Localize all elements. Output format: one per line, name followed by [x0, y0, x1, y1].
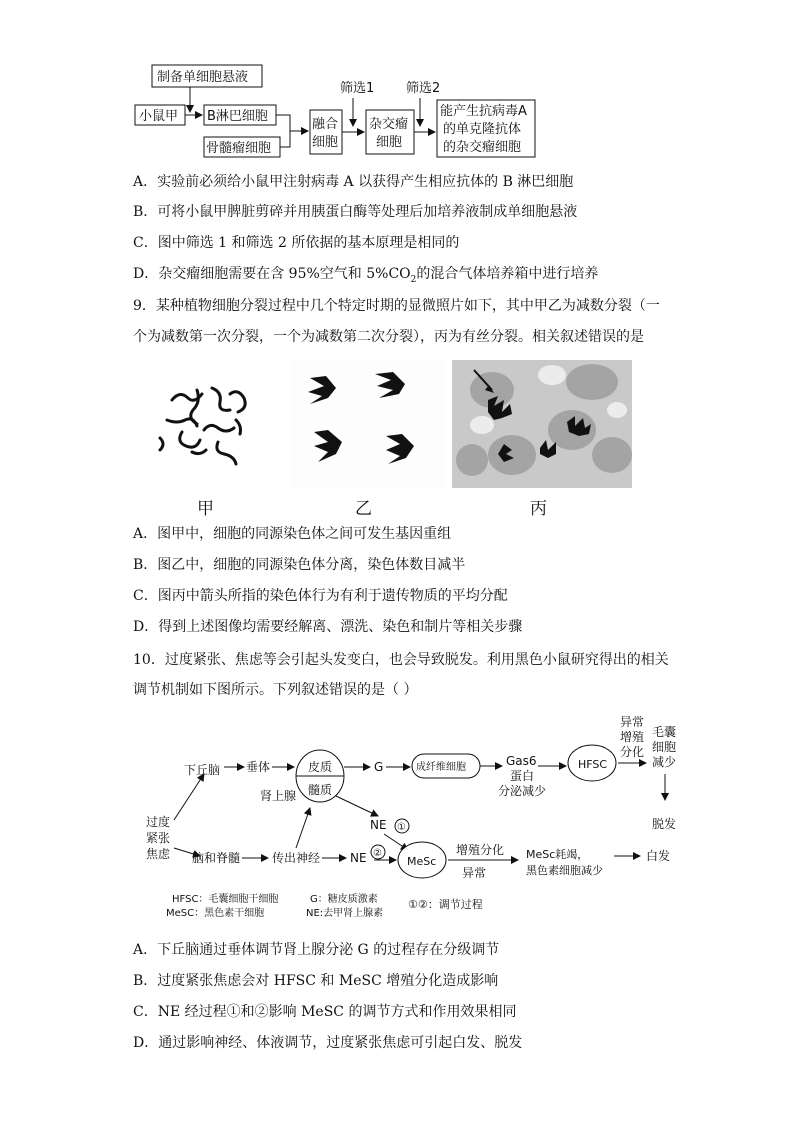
caption-yi: 乙 — [355, 499, 372, 519]
process2-label: ② — [373, 848, 382, 859]
myeloma-label: 骨髓瘤细胞 — [206, 141, 272, 156]
stress-label-1: 过度 — [146, 815, 171, 829]
adrenal-label: 肾上腺 — [260, 789, 297, 803]
screen2-label: 筛选2 — [406, 81, 441, 96]
abnormal-label-1: 异常 — [620, 715, 645, 729]
pituitary-label: 垂体 — [246, 760, 271, 774]
final-label-3: 的杂交瘤细胞 — [443, 140, 522, 155]
micrograph-bing — [452, 360, 632, 488]
q9-option-b: B．图乙中，细胞的同源染色体分离，染色体数目减半 — [133, 557, 466, 573]
white-hair-label: 白发 — [646, 849, 671, 863]
micrograph-jia — [152, 360, 264, 488]
q10-stem-line2: 调节机制如下图所示。下列叙述错误的是（ ） — [133, 682, 418, 698]
q9-option-c: C．图丙中箭头所指的染色体行为有利于遗传物质的平均分配 — [133, 588, 508, 604]
final-label-2: 的单克隆抗体 — [443, 122, 522, 137]
q9-stem-line2: 个为减数第一次分裂，一个为减数第二次分裂），丙为有丝分裂。相关叙述错误的是 — [133, 329, 644, 345]
abnormal-label-2: 增殖 — [620, 730, 645, 744]
gas6-label-2: 蛋白 — [510, 769, 535, 783]
q10-option-d: D．通过影响神经、体液调节，过度紧张焦虑可引起白发、脱发 — [133, 1035, 523, 1051]
gas6-label-1: Gas6 — [506, 754, 537, 768]
follicle-label-1: 毛囊 — [652, 725, 677, 739]
stress-hair-regulation-diagram — [140, 708, 700, 928]
hyb-label-1: 杂交瘤 — [369, 117, 409, 132]
hybridoma-flow-diagram — [130, 60, 550, 160]
caption-bing: 丙 — [530, 499, 547, 519]
efferent-label: 传出神经 — [272, 851, 321, 865]
micrograph-yi — [290, 360, 445, 488]
ne-left-label: NE — [350, 851, 367, 865]
gas6-label-3: 分泌减少 — [498, 784, 547, 798]
medulla-label: 髓质 — [308, 783, 333, 797]
q8-option-c: C．图中筛选 1 和筛选 2 所依据的基本原理是相同的 — [133, 235, 460, 251]
q9-option-d: D．得到上述图像均需要经解离、漂洗、染色和制片等相关步骤 — [133, 619, 523, 635]
fuse-label-1: 融合 — [312, 117, 339, 132]
deplete-label-2: 黑色素细胞减少 — [526, 864, 603, 877]
ne-top-label: NE — [370, 818, 387, 832]
q10-option-a: A．下丘脑通过垂体调节肾上腺分泌 G 的过程存在分级调节 — [133, 942, 500, 958]
caption-jia: 甲 — [197, 499, 214, 519]
q10-option-b: B．过度紧张焦虑会对 HFSC 和 MeSC 增殖分化造成影响 — [133, 973, 499, 989]
abnormal-label-3: 分化 — [620, 745, 645, 759]
follicle-label-2: 细胞 — [652, 740, 677, 754]
bcell-label: B淋巴细胞 — [207, 109, 268, 124]
brain-label: 脑和脊髓 — [192, 851, 241, 865]
screen1-label: 筛选1 — [340, 81, 375, 96]
final-label-1: 能产生抗病毒A — [440, 104, 527, 119]
g-label: G — [374, 760, 384, 774]
q9-stem-line1: 9．某种植物细胞分裂过程中几个特定时期的显微照片如下，其中甲乙为减数分裂（一 — [133, 298, 660, 314]
q8-option-d: D．杂交瘤细胞需要在含 95%空气和 $5\%CO_2$的混合气体培养箱中进行培养 — [133, 266, 599, 285]
prolif-label: 增殖分化 — [456, 843, 505, 857]
q9-option-a: A．图甲中，细胞的同源染色体之间可发生基因重组 — [133, 526, 452, 542]
legend-hfsc: HFSC：毛囊细胞干细胞 — [172, 894, 279, 905]
stress-label-3: 焦虑 — [146, 847, 171, 861]
legend-process: ①②：调节过程 — [408, 898, 483, 911]
follicle-label-3: 减少 — [652, 755, 677, 769]
q8-option-b: B．可将小鼠甲脾脏剪碎并用胰蛋白酶等处理后加培养液制成单细胞悬液 — [133, 204, 578, 220]
process1-label: ① — [397, 822, 406, 833]
fibroblast-label: 成纤维细胞 — [416, 762, 466, 773]
mouse-label: 小鼠甲 — [139, 109, 179, 124]
prep-label: 制备单细胞悬液 — [157, 70, 249, 85]
stress-label-2: 紧张 — [146, 831, 171, 845]
legend-ne: NE:去甲肾上腺素 — [306, 908, 384, 919]
cortex-label: 皮质 — [308, 760, 333, 774]
deplete-label-1: MeSc耗竭， — [526, 848, 589, 861]
legend-g: G：糖皮质激素 — [310, 894, 378, 905]
mesc-label: MeSc — [407, 855, 437, 868]
legend-mesc: MeSC：黑色素干细胞 — [166, 908, 265, 919]
q10-stem-line1: 10．过度紧张、焦虑等会引起头发变白，也会导致脱发。利用黑色小鼠研究得出的相关 — [133, 652, 669, 668]
q10-option-c: C．NE 经过程①和②影响 MeSC 的调节方式和作用效果相同 — [133, 1004, 517, 1020]
hairloss-label: 脱发 — [652, 817, 677, 831]
abnormal-label-bottom: 异常 — [462, 866, 487, 880]
hyb-label-2: 细胞 — [376, 135, 403, 150]
fuse-label-2: 细胞 — [312, 135, 339, 150]
hypothalamus-label: 下丘脑 — [184, 763, 221, 777]
hfsc-label: HFSC — [578, 758, 608, 771]
q8-option-a: A．实验前必须给小鼠甲注射病毒 A 以获得产生相应抗体的 B 淋巴细胞 — [133, 174, 574, 190]
